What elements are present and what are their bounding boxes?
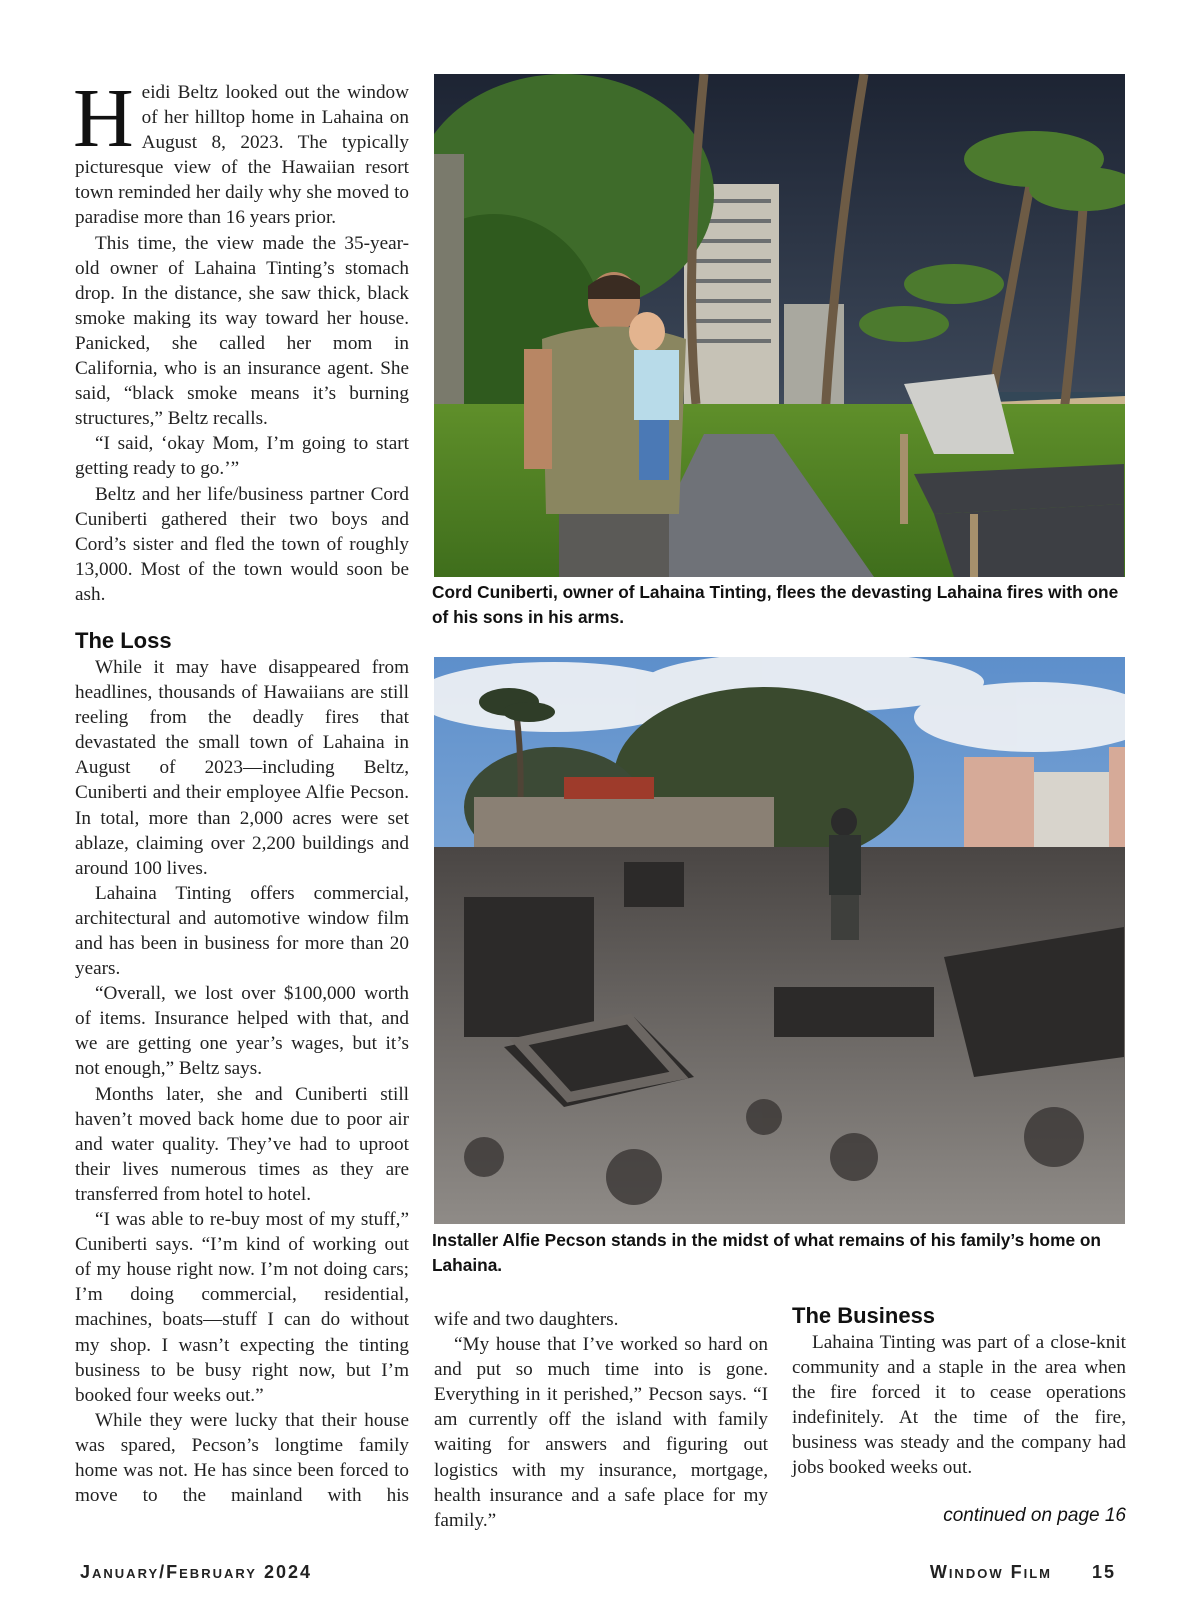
footer-right xyxy=(930,1562,1116,1583)
page-number: 15 xyxy=(1091,1562,1116,1582)
paragraph: “My house that I’ve worked so hard on and put so much time into is gone. Everything in it perished,” Pecson says. “I am currently off the island with family waiting for answers and figuring out logistics with my insurance, mortgage, health insurance and a safe place for my family.” xyxy=(434,1334,768,1531)
bottom-photo-caption: Installer Alfie Pecson stands in the midst of what remains of his family’s home on Lahaina. xyxy=(432,1230,1101,1275)
right-column xyxy=(792,1302,1126,1481)
footer-issue: January/February 2024 xyxy=(80,1562,312,1582)
paragraph: While they were lucky that their house was spared, Pecson’s longtime family home was not. He has since been forced to move to the mainland with his xyxy=(75,1409,409,1507)
paragraph: “Overall, we lost over $100,000 worth of items. Insurance helped with that, and we are getting one year’s wages, but it’s not enough,” Beltz says. xyxy=(75,983,409,1080)
paragraph: “I was able to re-buy most of my stuff,” Cuniberti says. “I’m kind of working out of my house right now. I’m not doing cars; I’m doing commercial, residential, machines, boats—stuff I can do without my shop. I wasn’t expecting the tinting business to be busy right now, but I’m booked four weeks out.” xyxy=(75,1209,409,1406)
paragraph: wife and two daughters. xyxy=(434,1309,619,1330)
paragraph: Lahaina Tinting offers commercial, architectural and automotive window film and has been in business for more than 20 years. xyxy=(75,882,409,980)
paragraph: “I said, ‘okay Mom, I’m going to start getting ready to go.’” xyxy=(75,433,409,480)
top-photo-caption: Cord Cuniberti, owner of Lahaina Tinting, flees the devasting Lahaina fires with one of his sons in his arms. xyxy=(432,582,1119,627)
business-heading: The Business xyxy=(792,1303,936,1328)
middle-column xyxy=(434,1307,768,1533)
paragraph: This time, the view made the 35-year-old owner of Lahaina Tinting’s stomach drop. In the distance, she saw thick, black smoke making its way toward her house. Panicked, she called her mom in California, who is an insurance agent. She said, “black smoke means it’s burning structures,” Beltz recalls. xyxy=(75,232,409,430)
photo-fleeing-fire xyxy=(434,74,1125,577)
footer-magazine: Window Film xyxy=(929,1562,1052,1582)
paragraph: Beltz and her life/business partner Cord Cuniberti gathered their two boys and Cord’s sister and fled the town of roughly 13,000. Most of the town would soon be ash. xyxy=(75,483,409,605)
photo-fleeing-fire-image xyxy=(434,74,1125,577)
photo-burned-home xyxy=(434,657,1125,1224)
paragraph: Months later, she and Cuniberti still haven’t moved back home due to poor air and water quality. They’ve had to uproot their lives numerous times as they are transferred from hotel to hotel. xyxy=(75,1083,409,1205)
intro-paragraph: Heidi Beltz looked out the window of her hilltop home in Lahaina on August 8, 2023. The typically picturesque view of the Hawaiian resort town reminded her daily why she moved to paradise more than 16 years prior. xyxy=(73,72,409,229)
paragraph: Lahaina Tinting was part of a close-knit community and a staple in the area when the fire forced it to cease operations indefinitely. At the time of the fire, business was steady and the company had jobs booked weeks out. xyxy=(792,1332,1126,1479)
photo-burned-home-image xyxy=(434,657,1125,1224)
left-column xyxy=(73,72,409,1508)
continued-note: continued on page 16 xyxy=(943,1505,1126,1526)
loss-heading: The Loss xyxy=(75,627,172,653)
paragraph: While it may have disappeared from headlines, thousands of Hawaiians are still reeling from the deadly fires that devastated the small town of Lahaina in August of 2023—including Beltz, Cuniberti and their employee Alfie Pecson. In total, more than 2,000 acres were set ablaze, claiming over 2,200 buildings and around 100 lives. xyxy=(75,656,409,879)
drop-cap: H xyxy=(73,72,134,165)
